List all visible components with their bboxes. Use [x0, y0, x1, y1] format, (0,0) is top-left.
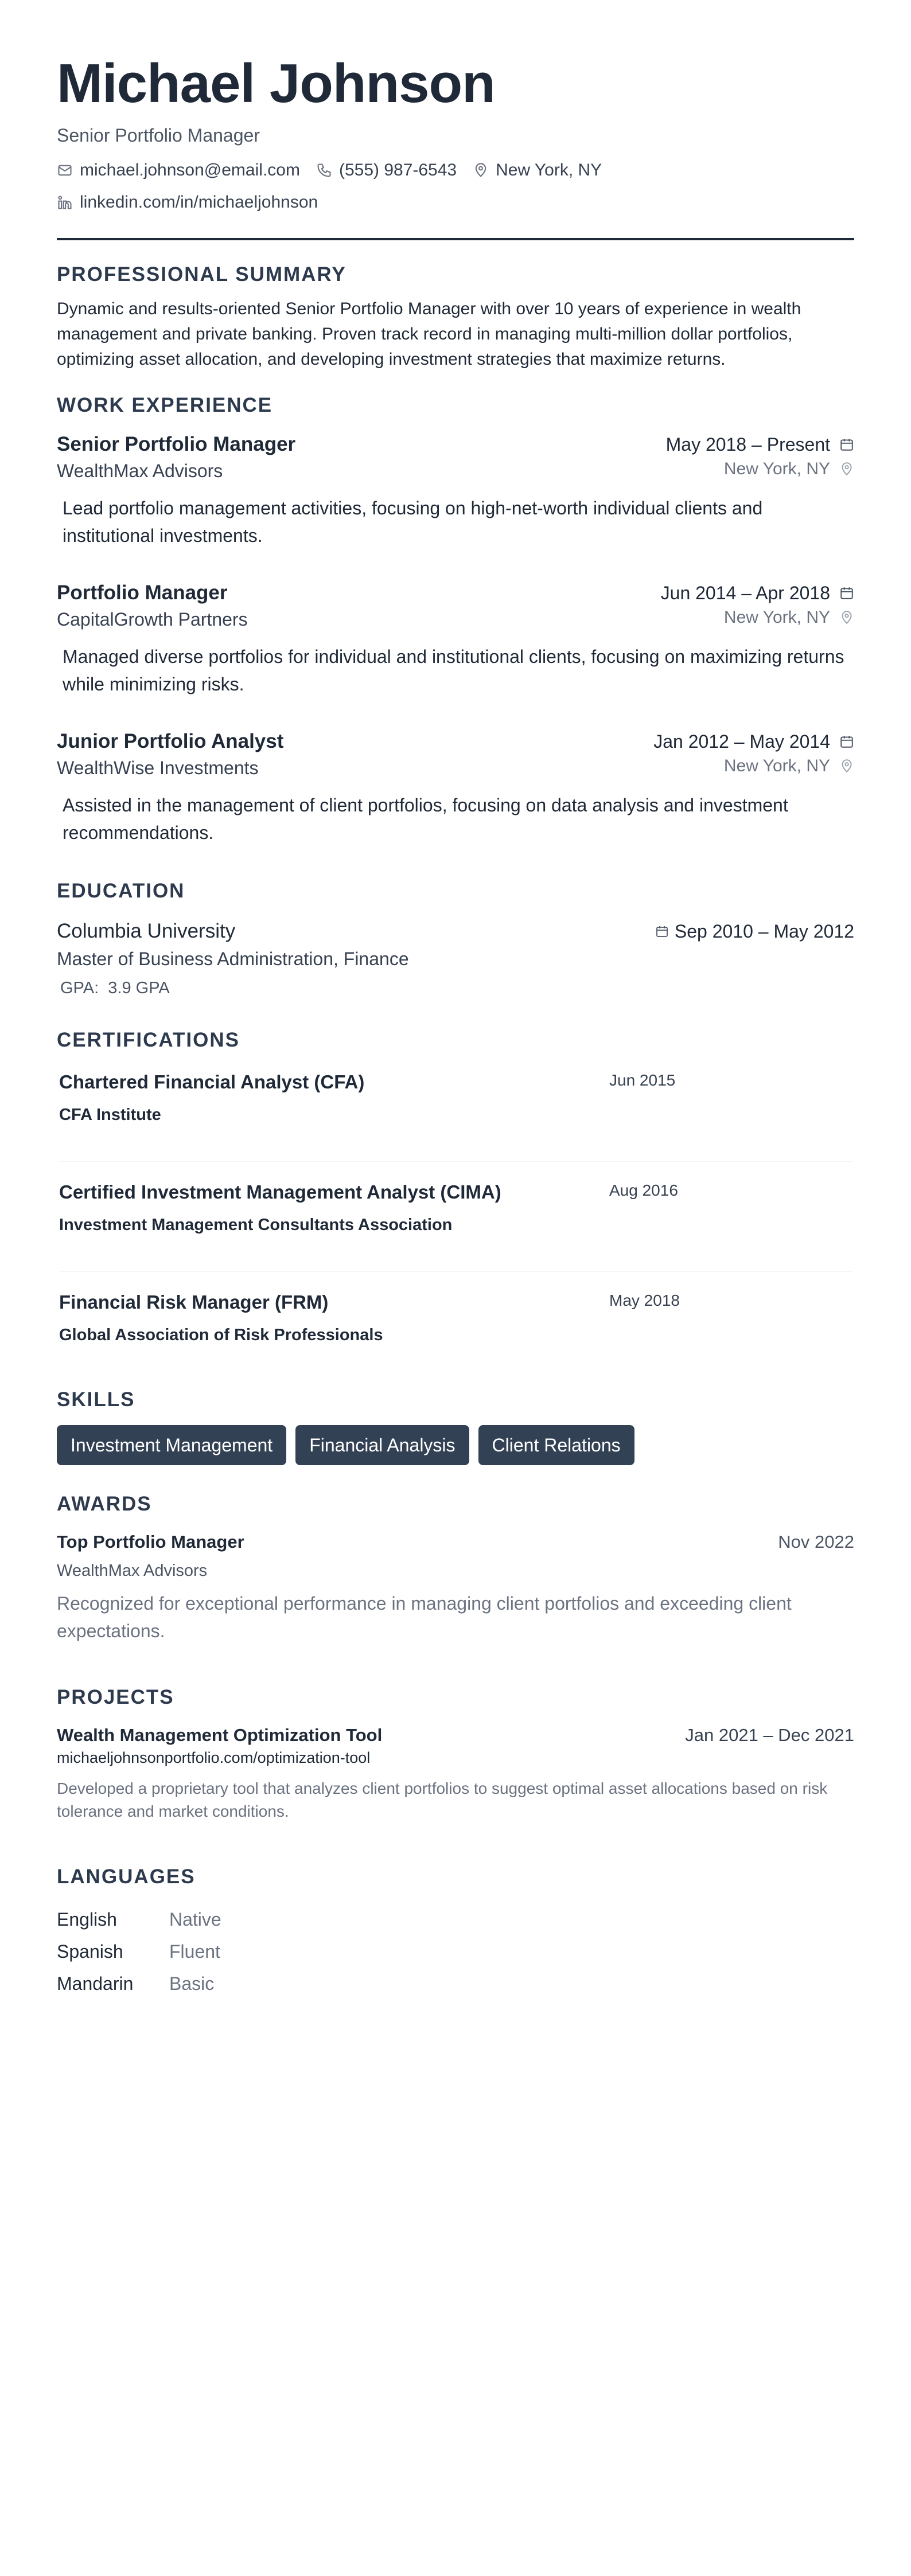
certification-name: Certified Investment Management Analyst (CIMA) [59, 1181, 501, 1203]
certification-name: Financial Risk Manager (FRM) [59, 1291, 329, 1313]
award-date: Nov 2022 [778, 1532, 854, 1552]
projects-section [57, 1686, 854, 1823]
calendar-icon [839, 734, 854, 749]
certification-item [59, 1272, 852, 1368]
certification-list [57, 1052, 854, 1368]
awards-title: AWARDS [57, 1493, 152, 1515]
language-item [57, 1903, 854, 1935]
gpa: GPA: 3.9 GPA [60, 979, 170, 997]
awards-section [57, 1493, 854, 1645]
project-description: Developed a proprietary tool that analyzes client portfolios to suggest optimal asset allocations based on risk tolerance and market conditions. [57, 1779, 828, 1820]
certification-date: Aug 2016 [609, 1181, 678, 1199]
job-description: Managed diverse portfolios for individual and institutional clients, focusing on maximizing returns while minimizing risks. [63, 646, 844, 694]
job-company: WealthWise Investments [57, 758, 259, 778]
job-date: Jan 2012 – May 2014 [653, 731, 854, 752]
job-entry [57, 730, 854, 846]
language-name: Mandarin [57, 1973, 134, 1994]
skills-title: SKILLS [57, 1388, 135, 1411]
job-description: Lead portfolio management activities, focusing on high-net-worth individual clients and institutional investments. [63, 498, 763, 546]
project-item [57, 1725, 854, 1823]
certification-date: Jun 2015 [609, 1071, 676, 1089]
certification-name: Chartered Financial Analyst (CFA) [59, 1071, 365, 1092]
map-pin-icon [839, 462, 854, 477]
location-text: New York, NY [496, 161, 602, 179]
calendar-icon [839, 586, 854, 600]
school-name: Columbia University [57, 920, 236, 942]
skill-badge: Financial Analysis [295, 1425, 469, 1465]
phone-icon [316, 162, 332, 178]
job-location: New York, NY [724, 459, 854, 479]
resume-header [57, 53, 854, 240]
award-description: Recognized for exceptional performance in managing client portfolios and exceeding client expectations. [57, 1593, 792, 1641]
experience-section [57, 394, 854, 846]
job-date: Jun 2014 – Apr 2018 [661, 583, 854, 604]
certifications-title: CERTIFICATIONS [57, 1029, 240, 1051]
job-location: New York, NY [724, 756, 854, 776]
project-link[interactable]: michaeljohnsonportfolio.com/optimization-tool [57, 1749, 371, 1766]
map-pin-icon [839, 610, 854, 625]
job-entry [57, 581, 854, 698]
education-date: Sep 2010 – May 2012 [655, 921, 854, 942]
award-name: Top Portfolio Manager [57, 1532, 244, 1552]
certification-item [59, 1162, 852, 1272]
job-date: May 2018 – Present [666, 434, 854, 455]
certification-item [59, 1052, 852, 1162]
languages-section [57, 1865, 854, 2000]
project-name: Wealth Management Optimization Tool [57, 1725, 383, 1745]
language-level: Fluent [169, 1941, 220, 1962]
email-text: michael.johnson@email.com [80, 161, 300, 179]
certification-date: May 2018 [609, 1291, 680, 1309]
summary-title: PROFESSIONAL SUMMARY [57, 263, 347, 286]
calendar-icon [655, 924, 669, 938]
job-location: New York, NY [724, 608, 854, 627]
contact-row [57, 159, 854, 182]
award-item [57, 1532, 854, 1645]
linkedin-icon [57, 194, 73, 210]
job-description: Assisted in the management of client portfolios, focusing on data analysis and investment recommendations. [63, 795, 788, 843]
education-title: EDUCATION [57, 880, 185, 902]
job-title: Junior Portfolio Analyst [57, 730, 284, 752]
full-name: Michael Johnson [57, 53, 495, 114]
project-date: Jan 2021 – Dec 2021 [685, 1725, 854, 1745]
linkedin-text: linkedin.com/in/michaeljohnson [80, 193, 318, 212]
contact-row-2 [57, 191, 854, 214]
language-item [57, 1935, 854, 1968]
skills-section [57, 1388, 854, 1465]
skills-list [57, 1425, 854, 1465]
phone-text: (555) 987-6543 [338, 161, 457, 179]
map-pin-icon [473, 162, 489, 178]
language-level: Native [169, 1908, 221, 1930]
language-name: Spanish [57, 1941, 123, 1962]
job-entry [57, 433, 854, 549]
language-item [57, 1968, 854, 2000]
certifications-section [57, 1029, 854, 1368]
summary-text: Dynamic and results-oriented Senior Portfolio Manager with over 10 years of experience in wealth management and private banking. Proven track record in managing multi-million dollar portfolios, optimizing asset allocation, and developing investment strategies that maximize returns. [57, 299, 801, 369]
education-section [57, 880, 854, 998]
contact-phone[interactable] [316, 161, 457, 180]
job-company: WealthMax Advisors [57, 460, 223, 481]
calendar-icon [839, 437, 854, 452]
language-list [57, 1903, 854, 2000]
job-title: Senior Portfolio Manager [57, 433, 296, 455]
projects-title: PROJECTS [57, 1686, 174, 1708]
skill-badge: Investment Management [57, 1425, 286, 1465]
mail-icon [57, 162, 73, 178]
skill-badge: Client Relations [478, 1425, 634, 1465]
contact-linkedin[interactable] [57, 193, 318, 212]
contact-location [473, 161, 602, 180]
header-divider [57, 238, 854, 240]
award-issuer: WealthMax Advisors [57, 1562, 208, 1580]
experience-title: WORK EXPERIENCE [57, 394, 273, 416]
certification-issuer: CFA Institute [59, 1106, 161, 1124]
education-entry [57, 920, 854, 998]
job-company: CapitalGrowth Partners [57, 609, 248, 630]
headline: Senior Portfolio Manager [57, 125, 260, 146]
map-pin-icon [839, 759, 854, 774]
summary-section [57, 263, 854, 372]
contact-email[interactable] [57, 161, 300, 180]
degree: Master of Business Administration, Finance [57, 949, 409, 969]
language-name: English [57, 1908, 117, 1930]
language-level: Basic [169, 1973, 215, 1994]
certification-issuer: Global Association of Risk Professionals [59, 1326, 383, 1344]
languages-title: LANGUAGES [57, 1865, 196, 1888]
job-title: Portfolio Manager [57, 581, 228, 604]
certification-issuer: Investment Management Consultants Association [59, 1216, 453, 1234]
